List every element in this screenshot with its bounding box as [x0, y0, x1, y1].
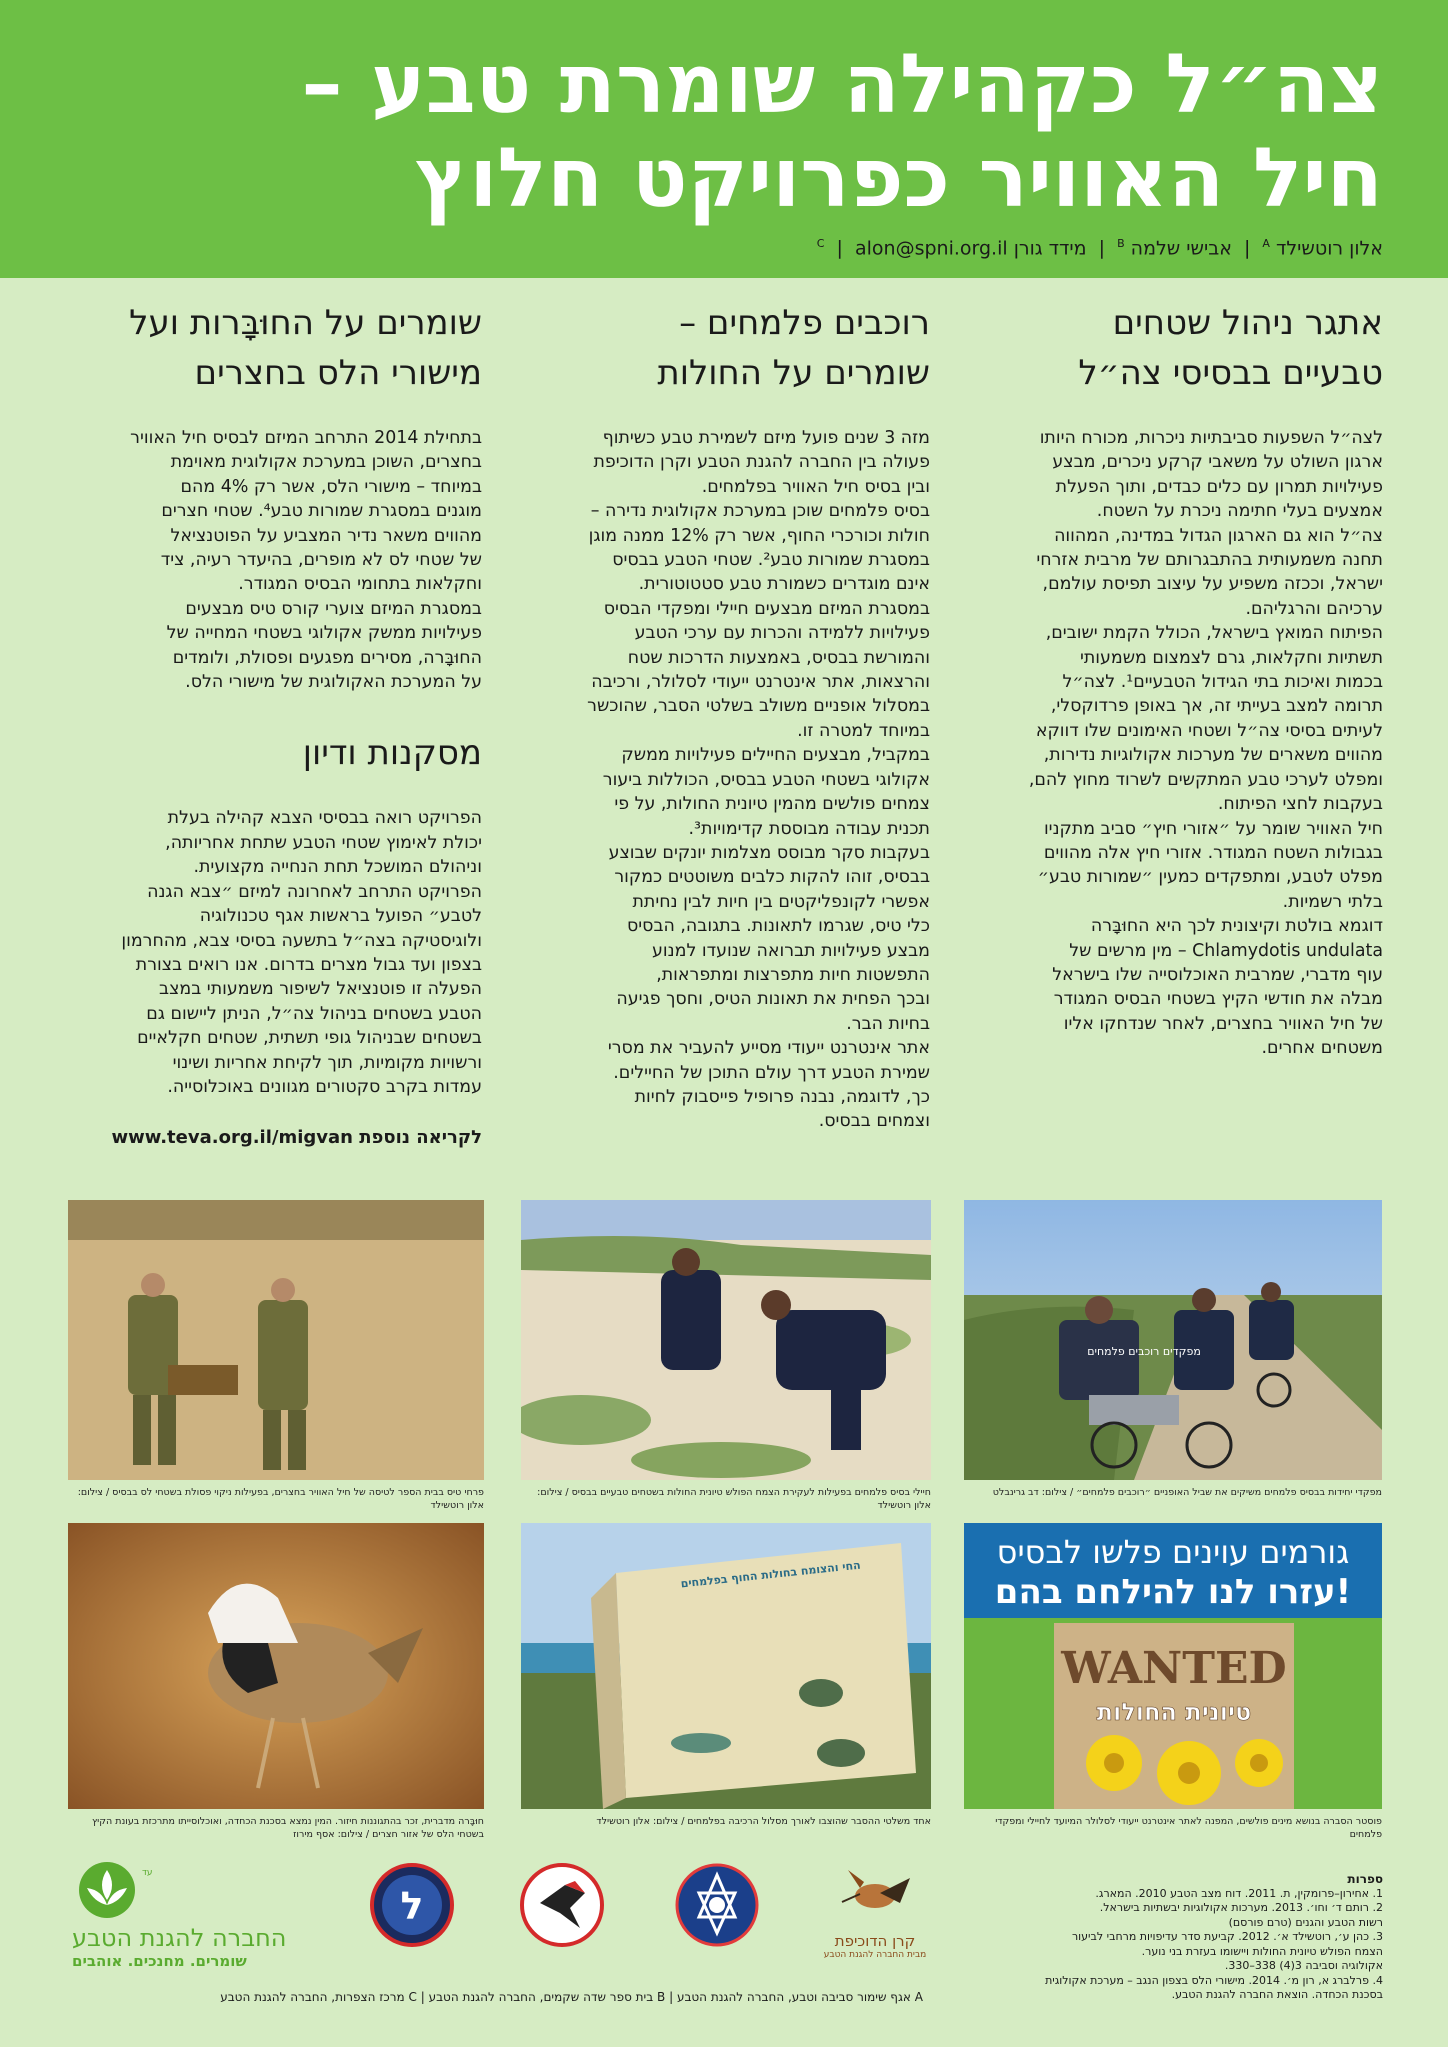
body-line: בחצרים, השוכן במערכת אקולוגית מאוימת [170, 452, 482, 473]
body-line: עמדות בקרב סקטורים מגוונים באוכלוסייה. [167, 1076, 482, 1097]
houbara-image [68, 1523, 484, 1809]
body-line: בעקבות לחצי הפיתוח. [1217, 794, 1383, 815]
further-reading-label: לקריאה נוספת [359, 1127, 482, 1149]
author-1-affil: A [1262, 237, 1270, 250]
reference-line: 3. כהן ע׳, רוטשילד א׳. 2012. קביעת סדר עדיפויות מרחבי לביעור [1071, 1930, 1383, 1943]
authors-line [83, 237, 1383, 259]
author-email[interactable]: alon@spni.org.il [854, 237, 1008, 260]
body-line: הפרויקט רואה בבסיסי הצבא קהילה בעלת [167, 808, 482, 829]
body-line: בתחילת 2014 התרחב המיזם לבסיס חיל האוויר [130, 428, 482, 448]
hoopoe-fund-name: קרן הדוכיפת [834, 1932, 916, 1950]
affil-c-text: מרכז הצפרות, החברה להגנת הטבע [220, 1990, 405, 2004]
photo-cadets-cleanup [68, 1200, 484, 1480]
affil-a-letter: A [914, 1990, 923, 2004]
body-line: שמירת הטבע דרך עולם התוכן של החיילים. [613, 1062, 930, 1083]
further-reading [62, 1127, 482, 1148]
body-line: על המערכת האקולוגית של מישורי הלס. [185, 672, 482, 693]
body-line: ומפלט לערכי טבע המתקשים לשרוד מחוץ להם, [1028, 769, 1383, 790]
caption-houbara: חוּבָּרה מדברית, זכר בהתגוננות חיזור. המין נמצא בסכנת הכחדה, ואוכלוסייתו מתרכזת בעונת הקיץ בשטחי הלס של אזור חצרים / צילום: אסף מירוז [92, 1816, 484, 1840]
column-palmachim [518, 298, 930, 1134]
affil-c-letter: C [408, 1990, 417, 2004]
title-line-2: חיל האוויר כפרויקט חלוץ [415, 131, 1383, 226]
body-line: הפעלה זו פוטנציאל לשיפור משמעותי במצב [159, 979, 482, 1000]
hoopoe-fund-logo [820, 1858, 930, 1968]
poster-line-2: עזרו לנו להילחם בהם! [994, 1572, 1352, 1612]
body-line: לצה״ל השפעות סביבתיות ניכרות, מכורח היותו [1039, 428, 1383, 448]
photo-wanted-poster [964, 1523, 1382, 1809]
heading-line: שומרים על החולות [657, 353, 930, 393]
body-line: מבצע פעילויות תברואה שנועדו למנוע [652, 940, 930, 961]
poster-line-1: גורמים עוינים פלשו לבסיס [996, 1533, 1350, 1571]
body-line: בחיות הבר. [846, 1013, 930, 1034]
hoopoe-icon [820, 1858, 930, 1928]
body-line: יכולת לאימוץ שטחי הטבע שתחת אחריותה, [165, 832, 482, 853]
body-line: תרומה למצב בעייתי זה, אך באופן פרדוקסלי, [1050, 696, 1383, 717]
body-line: מהווים משארים של מערכות אקולוגיות נדירות, [1043, 745, 1383, 766]
affiliations [63, 1990, 923, 2004]
body-line: הפרויקט התרחב לאחרונה למיזם ״צבא הגנה [147, 881, 482, 902]
heading-line: אתגר ניהול שטחים [1112, 303, 1383, 343]
body-line: דוגמא בולטת וקיצונית לכך היא החוּבָּרה [1090, 916, 1383, 937]
body-line: Chlamydotis undulata – מין מרשים של [1069, 940, 1383, 961]
spni-name [72, 1924, 292, 1952]
body-line: אפשרי לקונפליקטים בין חיות לבין נחיתת [632, 891, 930, 912]
body-line: ערכיהם והרגליהם. [1245, 598, 1383, 619]
body-line: והרצאות, אתר אינטרנט ייעודי לסלולר, ורכיבה [591, 672, 930, 693]
references-heading: ספרות [1347, 1872, 1383, 1886]
separator: | [416, 1990, 425, 2004]
section-body [971, 426, 1383, 1061]
body-line: במיוחד – מישורי הלס, אשר רק 4% מהם [180, 476, 482, 497]
body-line: לעיתים בסיסי צה״ל ושטחי האימונים שלו דווקא [1035, 720, 1383, 741]
spni-iris-icon [72, 1860, 142, 1920]
insignia-letter: ל [400, 1884, 424, 1928]
conclusions-body [62, 806, 482, 1099]
body-line: התפשטות חיות מתפרצות ומתפראות, [656, 964, 930, 985]
spni-name-text: החברה להגנת הטבע [72, 1924, 287, 1952]
body-line: כך, לדוגמה, נבנה פרופיל פייסבוק לחיות [634, 1086, 930, 1107]
caption-invasive-removal: חיילי בסיס פלמחים בפעילות לעקירת הצמח הפולש טיונית החולות בשטחים טבעיים בבסיס / צילום: אלון רוטשילד [537, 1487, 931, 1511]
caption-cyclists: מפקדי יחידות בבסיס פלמחים משיקים את שביל האופניים ״רוכבים פלמחים״ / צילום: דב גרינבלט [992, 1487, 1382, 1498]
reference-line: 1. אחירון–פרומקין, ת. 2011. דוח מצב הטבע 2010. המארג. [1095, 1886, 1383, 1900]
body-line: והמורשת בבסיס, באמצעות הדרכות שטח [627, 647, 930, 668]
heading-line: מישורי הלס בחצרים [194, 353, 482, 393]
author-2-affil: B [1117, 237, 1125, 250]
section-heading [62, 298, 482, 398]
body-line: החוּבָּרה, מסירים מפגעים ופסולת, ולומדים [172, 647, 482, 668]
author-1: אלון רוטשילד [1276, 237, 1383, 260]
affil-b-letter: B [657, 1990, 666, 2004]
spni-slogan: שומרים. מחנכים. אוהבים [72, 1952, 247, 1970]
photo-invasive-removal [521, 1200, 931, 1480]
reference-line: בסכנת הכחדה. הוצאת החברה להגנת הטבע. [1171, 1988, 1383, 2001]
body-line: תכנית עבודה מבוססת קדימויות³. [688, 818, 930, 839]
body-line: תחנה משמעותית בהתבגרותם של מרבית אזרחי [1036, 550, 1383, 571]
body-line: בצפון ועד גבול מצרים בדרום. אנו רואים בצורת [135, 954, 482, 975]
body-line: צה״ל הוא גם הארגון הגדול במדינה, המהווה [1054, 525, 1383, 546]
caption-cadets-cleanup: פרחי טיס בבית הספר לטיסה של חיל האוויר בחצרים, בפעילות ניקוי פסולת בשטחי לס בבסיס / צילום: אלון רוטשילד [77, 1487, 484, 1511]
body-line: בלתי רשמיות. [1282, 891, 1383, 912]
spni-since: עד [142, 1868, 153, 1878]
lamed-insignia-icon [370, 1863, 454, 1947]
star-insignia-icon [675, 1863, 759, 1947]
info-sign-image [521, 1523, 931, 1809]
poster-title [83, 38, 1383, 226]
body-line: אמצעים בעלי חתימה ניכרת על השטח. [1096, 501, 1383, 522]
body-line: ארגון השולט על משאבי קרקע ניכרים, מבצע [1052, 452, 1383, 473]
body-line: חולות וכורכרי החוף, אשר רק 12% ממנה מוגן [588, 525, 930, 546]
section-body [518, 426, 930, 1134]
body-line: משטחים אחרים. [1261, 1038, 1383, 1059]
wanted-plant: טיונית החולות [1096, 1698, 1252, 1726]
affil-a-text: אגף שימור סביבה וטבע, החברה להגנת הטבע [676, 1990, 911, 2004]
body-line: מפלט לטבע, ומתפקדים כמעין ״שמורות טבע״ [1037, 867, 1383, 888]
caption-info-sign: אחד משלטי ההסבר שהוצבו לאורך מסלול הרכיבה בפלמחים / צילום: אלון רוטשילד [596, 1816, 931, 1827]
body-line: ובין בסיס חיל האוויר בפלמחים. [701, 476, 930, 497]
reference-line: 2. רותם ד׳ וחו׳. 2013. מערכות אקולוגיות יבשתיות בישראל. [1099, 1901, 1383, 1914]
section-heading [971, 298, 1383, 398]
body-line: לטבע״ הפועל בראשות אגף טכנולוגיה [199, 906, 482, 927]
hoopoe-fund-sub: מבית החברה להגנת הטבע [823, 1950, 927, 1960]
body-line: פעילויות תמרון עם כלים כבדים, ותוך הפעלת [1055, 476, 1383, 497]
cadets-cleanup-image [68, 1200, 484, 1480]
heading-line: שומרים על החוּבָּרות ועל [129, 303, 482, 343]
body-line: של חיל האוויר בחצרים, לאחר שנדחקו אליו [1063, 1013, 1383, 1034]
body-line: מזה 3 שנים פועל מיזם לשמירת טבע כשיתוף [602, 428, 930, 448]
separator: | [1243, 237, 1251, 260]
body-line: אקולוגי בשטחי הטבע בבסיס, הכוללות ביעור [602, 769, 930, 790]
section-body [62, 426, 482, 694]
caption-wanted-poster: פוסטר הסברה בנושא מינים פולשים, המפנה לאתר אינטרנט ייעודי לסלולר המיועד לחיילי ומפקדי פלמחים [995, 1816, 1382, 1840]
photo-houbara [68, 1523, 484, 1809]
body-line: אתר אינטרנט ייעודי מסייע להעביר את מסרי [607, 1038, 930, 1059]
body-line: צמחים פולשים מהמין טיונית החולות, על פי [614, 794, 930, 815]
photo-cyclists [964, 1200, 1382, 1480]
body-line: בבסיס, זוהו להקות כלבים משוטטים כמקור [614, 867, 930, 888]
body-line: הפיתוח המואץ בישראל, הכולל הקמת ישובים, [1045, 623, 1383, 644]
sign-title: החי והצומח בחולות החוף בפלמחים [680, 1558, 862, 1591]
body-line: וצמחים בבסיס. [818, 1111, 930, 1132]
author-3: מידד גורן [1013, 237, 1087, 260]
body-line: פעולה בין החברה להגנת הטבע וקרן הדוכיפת [593, 452, 930, 473]
unit-insignia-woodpecker [520, 1863, 604, 1951]
body-line: אינם מוגדרים כשמורת טבע סטטוטורית. [638, 574, 930, 595]
body-line: מבלה את חודשי הקיץ בשטחי הבסיס המגודר [1053, 989, 1383, 1010]
body-line: וחקלאות בתחומי הבסיס המגודר. [238, 574, 482, 595]
body-line: במסגרת שמורות טבע². שטחי הטבע בבסיס [612, 550, 930, 571]
woodpecker-insignia-icon [520, 1863, 604, 1947]
wanted-poster-image [964, 1523, 1382, 1809]
spni-logo [72, 1860, 292, 1970]
further-reading-link[interactable]: www.teva.org.il/migvan [111, 1127, 353, 1149]
title-line-1: צה״ל כקהילה שומרת טבע – [301, 37, 1383, 132]
body-line: הטבע בשטחים בניהול צה״ל, הניתן ליישום גם [146, 1003, 482, 1024]
conclusions-heading: מסקנות ודיון [302, 733, 482, 774]
author-2: אבישי שלמה [1130, 237, 1232, 260]
body-line: פעילויות ממשק אקולוגי בשטחי המחייה של [166, 623, 482, 644]
body-line: בגבולות השטח המגודר. אזורי חיץ אלה מהווים [1043, 842, 1383, 863]
body-line: כלי טיס, שגרמו לתאונות. בתגובה, הבסיס [627, 916, 930, 937]
cyclists-image [964, 1200, 1382, 1480]
separator: | [1098, 237, 1106, 260]
section-heading [518, 298, 930, 398]
separator: | [836, 237, 843, 260]
photo-info-sign [521, 1523, 931, 1809]
body-line: חיל האוויר שומר על ״אזורי חיץ״ סביב מתקניו [1043, 818, 1383, 839]
shirt-print: מפקדים רוכבים פלמחים [1087, 1345, 1201, 1358]
heading-line: טבעיים בבסיסי צה״ל [1078, 353, 1383, 393]
body-line: בסיס פלמחים שוכן במערכת אקולוגית נדירה – [590, 501, 930, 522]
heading-line: רוכבים פלמחים – [679, 303, 930, 343]
body-line: ורשויות מקומיות, תוך לקיחת אחריות ושינוי [172, 1052, 482, 1073]
column-challenge [971, 298, 1383, 1061]
column-hatzerim [62, 298, 482, 1148]
body-line: תשתיות וחקלאות, גרם לצמצום משמעותי [1079, 647, 1383, 668]
separator: | [665, 1990, 674, 2004]
references-list [983, 1887, 1383, 2003]
invasive-removal-image [521, 1200, 931, 1480]
body-line: פעילויות ללמידה והכרות עם ערכי הטבע [634, 623, 930, 644]
unit-insignia-lamed [370, 1863, 454, 1951]
body-line: מוגנים במסגרת שמורות טבע⁴. שטחי חצרים [161, 501, 482, 522]
body-line: מהווים משאר נדיר המצביע על הפוטנציאל [170, 525, 482, 546]
body-line: ישראל, וככזה משפיע על עיצוב תפיסת עולמם, [1042, 574, 1383, 595]
unit-insignia-blue [675, 1863, 759, 1951]
body-line: במסגרת המיזם צוערי קורס טיס מבצעים [185, 598, 482, 619]
body-line: של שטחי לס לא מופרים, בהיעדר רעיה, ציד [160, 550, 482, 571]
reference-line: 4. פרלברג א, רון מ׳. 2014. מישורי הלס בצפון הנגב – מערכת אקולוגית [1045, 1973, 1383, 1987]
body-line: ובכך הפחית את תאונות הטיס, וחסך פגיעה [616, 989, 930, 1010]
reference-line: רשות הטבע והגנים (טרם פורסם) [1228, 1915, 1383, 1929]
body-line: בשטחים שבניהול גופי תשתית, שטחים חקלאיים [137, 1028, 482, 1049]
body-line: ולוגיסטיקה בצה״ל בתשעה בסיסי צבא, מהחרמון [121, 930, 482, 951]
body-line: במקביל, מבצעים החיילים פעילויות ממשק [621, 745, 930, 766]
references [983, 1872, 1383, 2003]
reference-line: אקולוגיה וסביבה 3(4) 338–330. [1224, 1959, 1383, 1972]
affil-b-text: בית ספר שדה שקמים, החברה להגנת הטבע [428, 1990, 654, 2004]
body-line: בכמות ואיכות בתי הגידול הטבעיים¹. לצה״ל [1062, 672, 1383, 693]
body-line: בעקבות סקר מבוסס מצלמות יונקים שבוצע [608, 842, 930, 863]
header-band [0, 0, 1448, 278]
body-line: עוף מדברי, שמרבית האוכלוסייה שלו בישראל [1052, 964, 1383, 985]
body-line: במסלול אופניים משולב בשלטי הסבר, שהוכשר [587, 696, 930, 717]
wanted-text: WANTED [1061, 1643, 1287, 1694]
body-line: במסגרת המיזם מבצעים חיילי ומפקדי הבסיס [603, 598, 930, 619]
author-3-affil: C [816, 237, 825, 250]
reference-line: הצמח הפולש טיונית החולות ויישומו בעזרת בני נוער. [1141, 1944, 1383, 1958]
body-line: במיוחד למטרה זו. [797, 720, 930, 741]
body-line: וניהולם המושכל תחת הנחייה מקצועית. [193, 857, 482, 878]
